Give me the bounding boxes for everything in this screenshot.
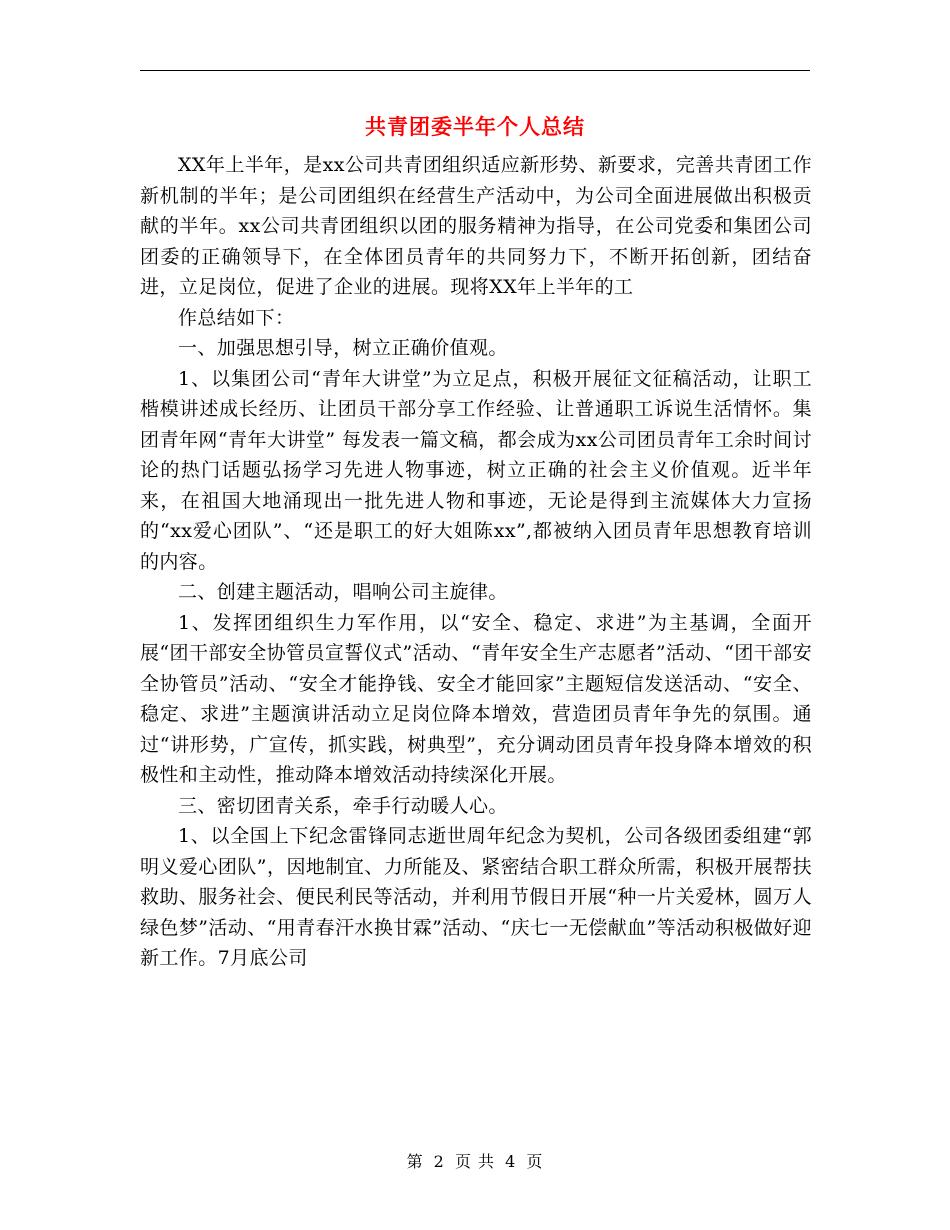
document-body <box>140 150 812 974</box>
paragraph-intro-continued: 作总结如下： <box>178 306 295 329</box>
section-heading-1: 一、加强思想引导，树立正确价值观。 <box>178 337 508 359</box>
section-heading-2: 二、创建主题活动，唱响公司主旋律。 <box>178 581 508 603</box>
footer-suffix: 页 <box>526 1152 544 1171</box>
section-heading-3: 三、密切团青关系，牵手行动暖人心。 <box>178 794 508 817</box>
paragraph-section-2-item-1: 1、发挥团组织生力军作用，以“安全、稳定、求进”为主基调，全面开展“团干部安全协管员宣誓仪式”活动、“青年安全生产志愿者”活动、“团干部安全协管员”活动、“安全才能挣钱、安全才能回家”主题短信发送活动、“安全、稳定、求进”主题演讲活动立足岗位降本增效，营造团员青年争先的氛围。通过“讲形势，广宣传，抓实践，树典型”，充分调动团员青年投身降本增效的积极性和主动性，推动降本增效活动持续深化开展。 <box>140 611 812 786</box>
paragraph-intro: XX年上半年，是xx公司共青团组织适应新形势、新要求，完善共青团工作新机制的半年；是公司团组织在经营生产活动中，为公司全面进展做出积极贡献的半年。xx公司共青团组织以团的服务精神为指导，在公司党委和集团公司团委的正确领导下，在全体团员青年的共同努力下，不断开拓创新，团结奋进，立足岗位，促进了企业的进展。现将XX年上半年的工 <box>140 154 812 298</box>
header-rule <box>140 70 810 71</box>
document-title: 共青团委半年个人总结 <box>365 114 585 139</box>
paragraph-section-1-item-1: 1、以集团公司“青年大讲堂”为立足点，积极开展征文征稿活动，让职工楷模讲述成长经历、让团员干部分享工作经验、让普通职工诉说生活情怀。集团青年网“青年大讲堂” 每发表一篇文稿，都会成为xx公司团员青年工余时间讨论的热门话题弘扬学习先进人物事迹，树立正确的社会主义价值观。近半年来，在祖国大地涌现出一批先进人物和事迹，无论是得到主流媒体大力宣扬的“xx爱心团队”、“还是职工的好大姐陈xx”,都被纳入团员青年思想教育培训的内容。 <box>140 367 812 573</box>
footer-middle: 页 共 <box>454 1152 496 1171</box>
footer-total-pages: 4 <box>505 1152 517 1171</box>
footer-page-number: 2 <box>433 1152 445 1171</box>
paragraph-section-3-item-1: 1、以全国上下纪念雷锋同志逝世周年纪念为契机，公司各级团委组建“郭明义爱心团队”，因地制宜、力所能及、紧密结合职工群众所需，积极开展帮扶救助、服务社会、便民利民等活动，并利用节假日开展“种一片关爱林，圆万人绿色梦”活动、“用青春汗水换甘霖”活动、“庆七一无偿献血”等活动积极做好迎新工作。7月底公司 <box>140 825 812 969</box>
footer-prefix: 第 <box>406 1152 424 1171</box>
page-footer <box>140 1150 810 1174</box>
